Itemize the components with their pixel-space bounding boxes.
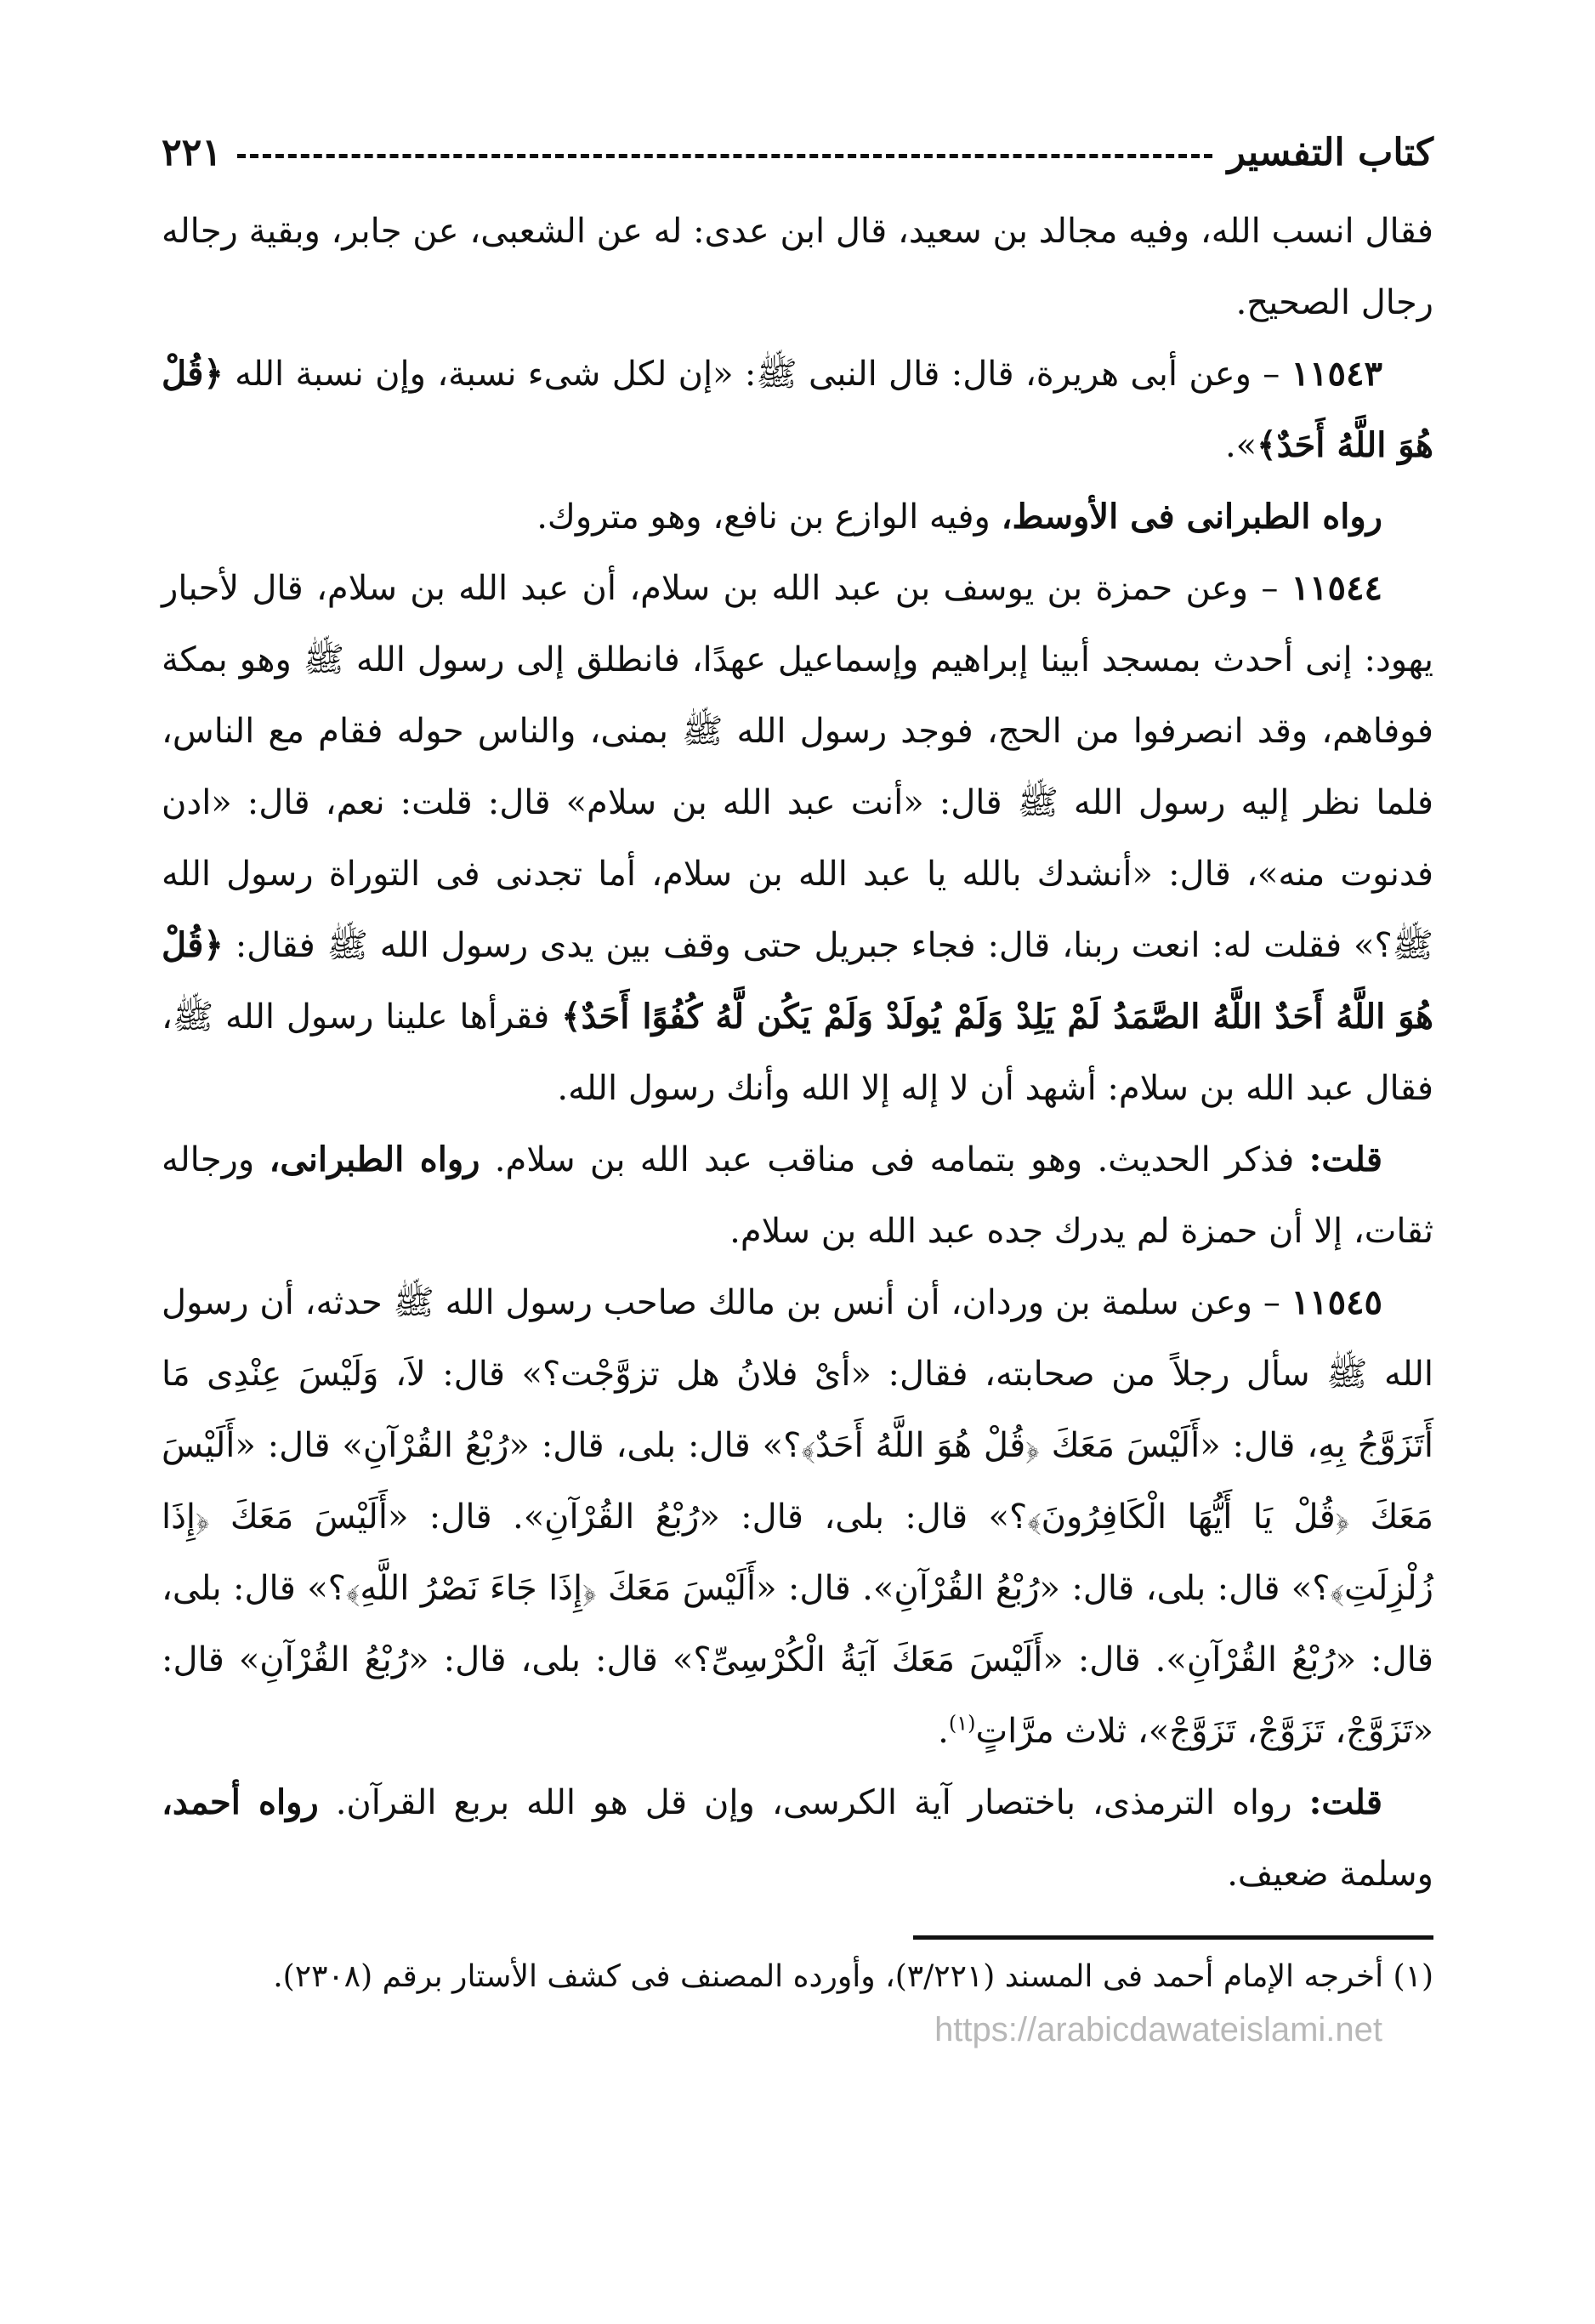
- hadith-11544: [162, 553, 1433, 1124]
- hadith-11543: [162, 338, 1433, 481]
- hadith-number: ١١٥٤٥: [1291, 1282, 1383, 1322]
- hadith-11543-source: [162, 481, 1433, 553]
- hadith-text: – وعن حمزة بن يوسف بن عبد الله بن سلام، أن عبد الله بن سلام، قال لأحبار يهود: إنى أحدث بمسجد أبينا إبراهيم وإسماعيل عهدًا، فانطلق إلى رسول الله ﷺ وهو بمكة فوفاهم، وقد انصرفوا من الحج، فوجد رسول الله ﷺ بمنى، والناس حوله فقام مع الناس، فلما نظر إليه رسول الله ﷺ قال: «أنت عبد الله بن سلام» قال: قلت: نعم، قال: «ادن فدنوت منه»، قال: «أنشدك بالله يا عبد الله بن سلام، أما تجدنى فى التوراة رسول الله ﷺ؟» فقلت له: انعت ربنا، قال: فجاء جبريل حتى وقف بين يدى رسول الله ﷺ فقال:: [162, 569, 1433, 965]
- running-header: [162, 128, 1433, 179]
- hadith-number: ١١٥٤٤: [1291, 568, 1382, 608]
- watermark-url: https://arabicdawateislami.net: [934, 2011, 1382, 2048]
- hadith-text: – وعن سلمة بن وردان، أن أنس بن مالك صاحب رسول الله ﷺ حدثه، أن رسول الله ﷺ سأل رجلاً من صحابته، فقال: «أىْ فلانُ هل تزوَّجْت؟» قال: لاَ، وَلَيْسَ عِنْدِى مَا أَتَزَوَّجُ بِهِ، قال: «أَلَيْسَ مَعَكَ ﴿قُلْ هُوَ اللَّهُ أَحَدٌ﴾؟» قال: بلى، قال: «رُبْعُ القُرْآنِ» قال: «أَلَيْسَ مَعَكَ ﴿قُلْ يَا أَيُّهَا الْكَافِرُونَ﴾؟» قال: بلى، قال: «رُبْعُ القُرْآنِ». قال: «أَلَيْسَ مَعَكَ ﴿إِذَا زُلْزِلَتِ﴾؟» قال: بلى، قال: «رُبْعُ القُرْآنِ». قال: «أَلَيْسَ مَعَكَ ﴿إِذَا جَاءَ نَصْرُ اللَّهِ﴾؟» قال: بلى، قال: «رُبْعُ القُرْآنِ». قال: «أَلَيْسَ مَعَكَ آيَةُ الْكُرْسِىِّ؟» قال: بلى، قال: «رُبْعُ القُرْآنِ» قال: «تَزَوَّجْ، تَزَوَّجْ، تَزَوَّجْ»، ثلاث مرَّاتٍ: [162, 1283, 1433, 1751]
- source-label: رواه الطبرانى،: [269, 1139, 480, 1179]
- commentary-text: فذكر الحديث. وهو بتمامه فى مناقب عبد الله بن سلام.: [480, 1140, 1309, 1179]
- hadith-11545-commentary: [162, 1767, 1433, 1910]
- paragraph-continuation: [162, 196, 1433, 338]
- footnote-area: [162, 1935, 1433, 2052]
- footnote-reference[interactable]: (١): [948, 1711, 976, 1736]
- page-body: [162, 196, 1433, 1910]
- qultu-label: قلت:: [1308, 1139, 1382, 1179]
- hadith-text: – وعن أبى هريرة، قال: قال النبى ﷺ: «إن لكل شىء نسبة، وإن نسبة الله: [223, 355, 1280, 394]
- footnote: (١) أخرجه الإمام أحمد فى المسند (٣/٢٢١)، وأورده المصنف فى كشف الأستار برقم (٢٣٠٨).: [273, 1959, 1433, 1994]
- hadith-11544-commentary: [162, 1124, 1433, 1267]
- quran-verse: ﴿قُلْ هُوَ اللَّهُ أَحَدٌ اللَّهُ الصَّمَدُ لَمْ يَلِدْ وَلَمْ يُولَدْ وَلَمْ يَكُن لَّهُ كُفُوًا أَحَدٌ﴾: [162, 925, 1433, 1037]
- chapter-title: كتاب التفسير: [1227, 131, 1433, 174]
- commentary-text-end: ورجاله ثقات، إلا أن حمزة لم يدرك جده عبد الله بن سلام.: [162, 1140, 1433, 1251]
- commentary-text: رواه الترمذى، باختصار آية الكرسى، وإن قل هو الله بربع القرآن.: [318, 1783, 1309, 1822]
- hadith-11545: [162, 1267, 1433, 1767]
- paragraph-text: فقال انسب الله، وفيه مجالد بن سعيد، قال ابن عدى: له عن الشعبى، عن جابر، وبقية رجاله رجال الصحيح.: [162, 212, 1433, 322]
- source-label: رواه أحمد،: [162, 1782, 319, 1822]
- qultu-label: قلت:: [1308, 1782, 1383, 1822]
- quran-verse: ﴿قُلْ هُوَ اللَّهُ أَحَدٌ﴾: [162, 354, 1433, 465]
- commentary-text-end: وسلمة ضعيف.: [1227, 1855, 1433, 1894]
- hadith-text-end: .: [938, 1712, 949, 1751]
- source-label: رواه الطبرانى فى الأوسط،: [1001, 497, 1382, 537]
- source-text: وفيه الوازع بن نافع، وهو متروك.: [536, 497, 1002, 537]
- footnote-separator: [913, 1935, 1433, 1940]
- header-dashed-rule: [237, 154, 1212, 158]
- page-number: ٢٢١: [162, 131, 222, 174]
- hadith-text-end: فقرأها علينا رسول الله ﷺ، فقال عبد الله بن سلام: أشهد أن لا إله إلا الله وأنك رسول الله.: [162, 997, 1433, 1108]
- hadith-number: ١١٥٤٣: [1291, 354, 1382, 394]
- hadith-text-end: ».: [1224, 426, 1257, 465]
